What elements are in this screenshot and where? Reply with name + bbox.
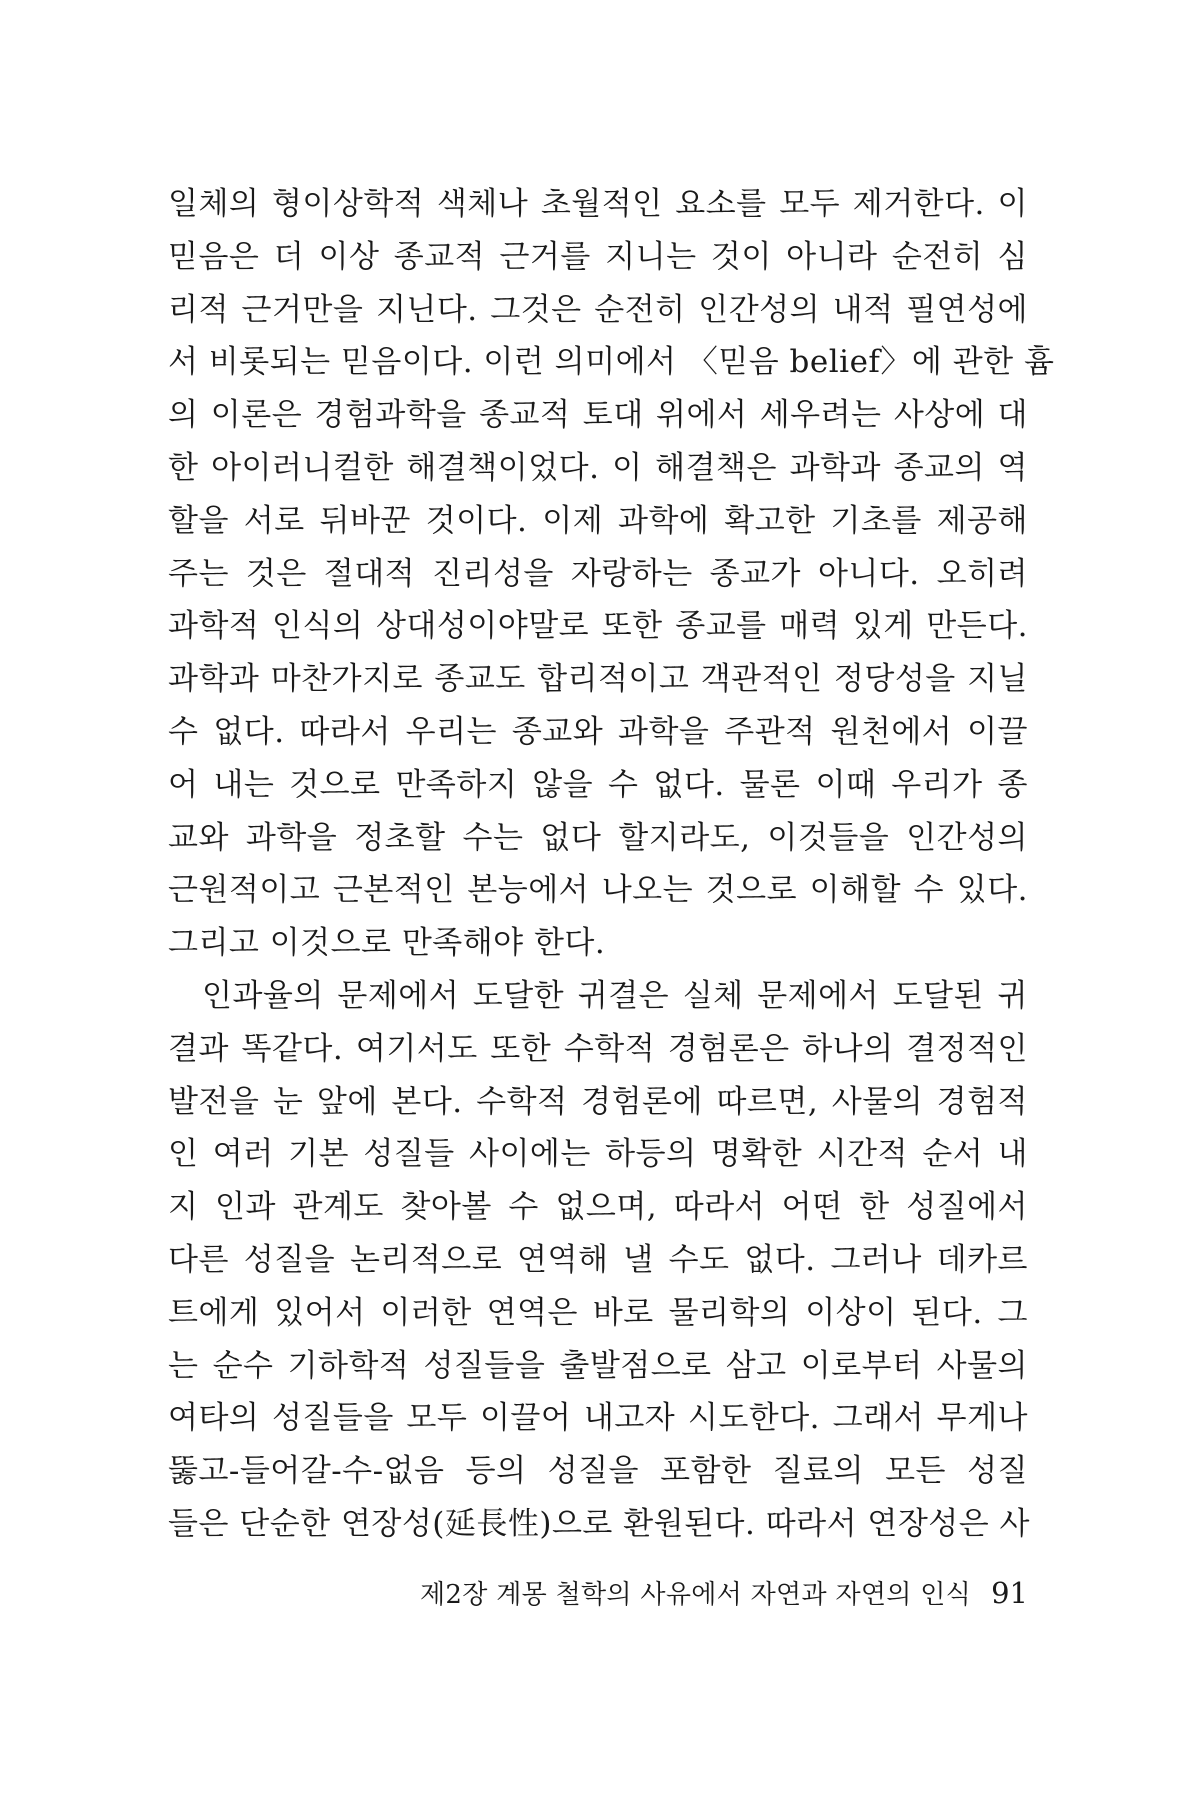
text-line: 인 여러 기본 성질들 사이에는 하등의 명확한 시간적 순서 내 [168, 1136, 1028, 1173]
text-line: 지 인과 관계도 찾아볼 수 없으며, 따라서 어떤 한 성질에서 [168, 1189, 1028, 1226]
text-line: 그리고 이것으로 만족해야 한다. [168, 925, 606, 962]
text-line: 발전을 눈 앞에 본다. 수학적 경험론에 따르면, 사물의 경험적 [168, 1083, 1028, 1120]
text-line: 과학적 인식의 상대성이야말로 또한 종교를 매력 있게 만든다. [168, 608, 1028, 645]
text-line: 여타의 성질들을 모두 이끌어 내고자 시도한다. 그래서 무게나 [168, 1400, 1028, 1437]
running-head: 제2장 계몽 철학의 사유에서 자연과 자연의 인식 [419, 1580, 972, 1610]
text-line: 결과 똑같다. 여기서도 또한 수학적 경험론은 하나의 결정적인 [168, 1030, 1028, 1067]
text-line: 뚫고-들어갈-수-없음 등의 성질을 포함한 질료의 모든 성질 [168, 1453, 1028, 1490]
text-line: 들은 단순한 연장성(延長性)으로 환원된다. 따라서 연장성은 사 [168, 1505, 1030, 1542]
text-line: 의 이론은 경험과학을 종교적 토대 위에서 세우려는 사상에 대 [168, 397, 1028, 434]
text-line: 할을 서로 뒤바꾼 것이다. 이제 과학에 확고한 기초를 제공해 [168, 502, 1028, 539]
text-line: 과학과 마찬가지로 종교도 합리적이고 객관적인 정당성을 지닐 [168, 661, 1028, 698]
text-line: 교와 과학을 정초할 수는 없다 할지라도, 이것들을 인간성의 [168, 819, 1028, 856]
text-line: 트에게 있어서 이러한 연역은 바로 물리학의 이상이 된다. 그 [168, 1294, 1028, 1331]
text-line: 리적 근거만을 지닌다. 그것은 순전히 인간성의 내적 필연성에 [168, 291, 1028, 328]
body-text [168, 178, 1055, 1551]
text-line: 다른 성질을 논리적으로 연역해 낼 수도 없다. 그러나 데카르 [168, 1241, 1028, 1278]
text-line: 수 없다. 따라서 우리는 종교와 과학을 주관적 원천에서 이끌 [168, 713, 1028, 750]
paragraph-1 [168, 178, 1055, 970]
text-line: 어 내는 것으로 만족하지 않을 수 없다. 물론 이때 우리가 종 [168, 766, 1028, 803]
text-line: 주는 것은 절대적 진리성을 자랑하는 종교가 아니다. 오히려 [168, 555, 1028, 592]
text-line: 서 비롯되는 믿음이다. 이런 의미에서 〈믿음 belief〉에 관한 흄 [168, 344, 1055, 381]
paragraph-2 [168, 970, 1028, 1551]
text-line: 인과율의 문제에서 도달한 귀결은 실체 문제에서 도달된 귀 [202, 977, 1028, 1014]
text-line: 는 순수 기하학적 성질들을 출발점으로 삼고 이로부터 사물의 [168, 1347, 1028, 1384]
text-line: 한 아이러니컬한 해결책이었다. 이 해결책은 과학과 종교의 역 [168, 449, 1028, 486]
text-line: 일체의 형이상학적 색체나 초월적인 요소를 모두 제거한다. 이 [168, 186, 1028, 222]
text-line: 근원적이고 근본적인 본능에서 나오는 것으로 이해할 수 있다. [168, 872, 1028, 909]
page-number: 91 [991, 1576, 1028, 1610]
page-footer [388, 1574, 1028, 1611]
text-line: 믿음은 더 이상 종교적 근거를 지니는 것이 아니라 순전히 심 [168, 238, 1028, 275]
